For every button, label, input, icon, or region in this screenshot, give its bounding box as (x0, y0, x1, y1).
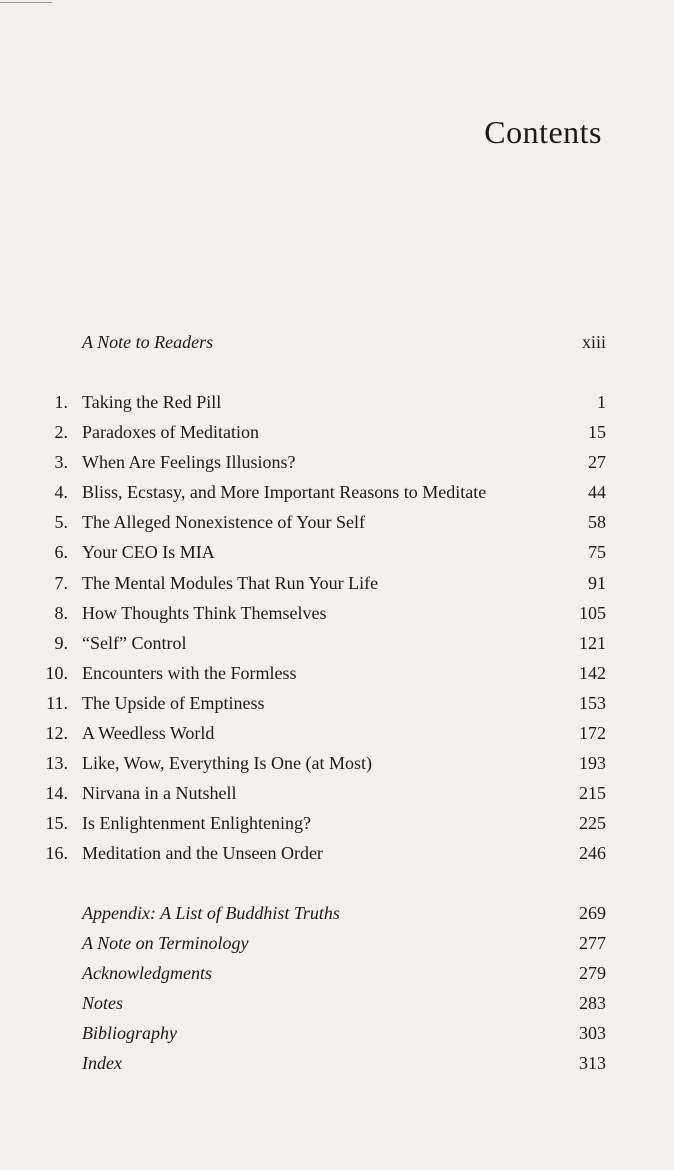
entry-label: Notes (82, 993, 124, 1014)
chapter-entry (40, 808, 606, 838)
chapter-page: 142 (579, 662, 606, 683)
chapter-title: Paradoxes of Meditation (82, 422, 259, 443)
chapter-entry (40, 598, 606, 628)
chapter-number: 4. (54, 482, 68, 503)
chapter-title: The Upside of Emptiness (82, 692, 265, 713)
chapter-entry (40, 688, 606, 718)
chapter-page: 15 (588, 422, 606, 443)
chapter-page: 172 (579, 723, 606, 744)
chapter-entry (40, 568, 606, 598)
chapter-number: 9. (54, 632, 68, 653)
chapter-page: 58 (588, 512, 606, 533)
entry-label: A Note to Readers (82, 332, 214, 352)
chapter-entry (40, 477, 606, 507)
entry-label: Bibliography (82, 1023, 177, 1044)
chapter-entry (40, 718, 606, 748)
chapter-number: 15. (45, 813, 68, 834)
chapter-title: The Mental Modules That Run Your Life (82, 572, 379, 593)
chapter-page: 75 (588, 542, 606, 563)
chapter-title: “Self” Control (82, 632, 187, 653)
toc-entry (40, 928, 606, 958)
entry-page: 303 (579, 1023, 606, 1044)
chapter-title: Your CEO Is MIA (82, 542, 215, 563)
chapter-number: 12. (45, 723, 68, 744)
toc-entry (40, 988, 606, 1018)
entry-label: Index (82, 1053, 122, 1074)
chapter-entry (40, 838, 606, 868)
chapter-title: How Thoughts Think Themselves (82, 602, 327, 623)
chapter-page: 225 (579, 813, 606, 834)
chapter-page: 91 (588, 572, 606, 593)
chapter-title: Is Enlightenment Enlightening? (82, 813, 311, 834)
toc-entry (40, 1048, 606, 1078)
chapter-entry (40, 447, 606, 477)
chapter-page: 193 (579, 753, 606, 774)
entry-page: 279 (579, 963, 606, 984)
entry-page: 313 (579, 1053, 606, 1074)
chapter-title: A Weedless World (82, 723, 215, 744)
chapter-number: 8. (54, 602, 68, 623)
chapter-number: 5. (54, 512, 68, 533)
entry-label: Acknowledgments (82, 963, 212, 984)
chapter-number: 14. (45, 783, 68, 804)
toc-entry (40, 958, 606, 988)
chapter-number: 16. (45, 843, 68, 864)
toc-entry (40, 1018, 606, 1048)
chapter-title: Nirvana in a Nutshell (82, 783, 237, 804)
chapter-entry (40, 658, 606, 688)
chapter-entry (40, 507, 606, 537)
chapter-title: When Are Feelings Illusions? (82, 452, 296, 473)
chapter-page: 246 (579, 843, 606, 864)
chapter-number: 6. (54, 542, 68, 563)
chapter-page: 44 (588, 482, 606, 503)
chapter-page: 1 (597, 392, 606, 412)
chapter-number: 7. (54, 572, 68, 593)
toc-entry (40, 327, 606, 357)
page-title: Contents (484, 114, 602, 150)
chapter-title: The Alleged Nonexistence of Your Self (82, 512, 365, 533)
chapter-page: 215 (579, 783, 606, 804)
chapter-entry (40, 748, 606, 778)
chapter-title: Taking the Red Pill (82, 392, 222, 412)
entry-label: Appendix: A List of Buddhist Truths (82, 903, 340, 923)
chapter-page: 153 (579, 692, 606, 713)
entry-page: xiii (581, 332, 606, 352)
top-edge-rule (0, 2, 52, 3)
chapter-page: 121 (579, 632, 606, 653)
chapter-title: Meditation and the Unseen Order (82, 843, 323, 864)
chapter-number: 13. (45, 753, 68, 774)
chapter-page: 105 (579, 602, 606, 623)
entry-page: 283 (579, 993, 606, 1014)
entry-page: 277 (579, 933, 606, 954)
chapter-list (40, 387, 606, 869)
chapter-number: 1. (54, 392, 68, 412)
chapter-entry (40, 778, 606, 808)
chapter-number: 3. (54, 452, 68, 473)
front-matter-list (40, 327, 606, 357)
entry-page: 269 (579, 903, 606, 923)
chapter-number: 10. (45, 662, 68, 683)
back-matter-list (40, 898, 606, 1079)
chapter-title: Like, Wow, Everything Is One (at Most) (82, 753, 372, 774)
chapter-number: 11. (46, 692, 68, 713)
chapter-entry (40, 628, 606, 658)
chapter-entry (40, 417, 606, 447)
chapter-number: 2. (54, 422, 68, 443)
chapter-page: 27 (588, 452, 606, 473)
toc-entry (40, 898, 606, 928)
chapter-entry (40, 387, 606, 417)
entry-label: A Note on Terminology (82, 933, 249, 954)
chapter-title: Bliss, Ecstasy, and More Important Reasons to Meditate (82, 482, 487, 503)
chapter-title: Encounters with the Formless (82, 662, 297, 683)
chapter-entry (40, 537, 606, 567)
